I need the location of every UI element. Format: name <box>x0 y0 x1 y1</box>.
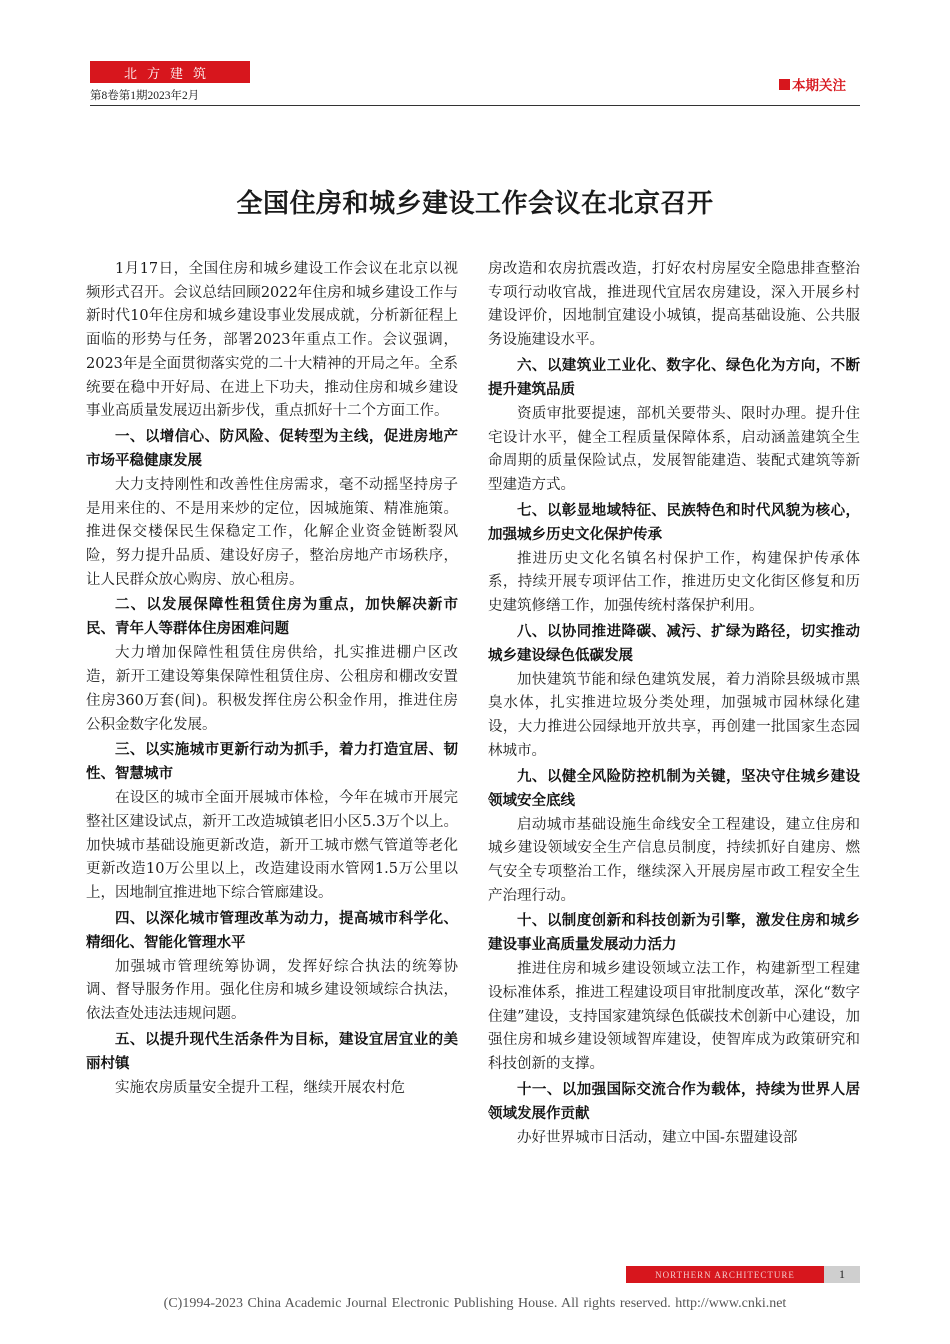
page-number: 1 <box>824 1266 860 1283</box>
paragraph-1: 大力支持刚性和改善性住房需求，毫不动摇坚持房子是用来住的、不是用来炒的定位，因城施策、精准施策。推进保交楼保民生保稳定工作，化解企业资金链断裂风险，努力提升品质、建设好房子，整治房地产市场秩序，让人民群众放心购房、放心租房。 <box>86 476 458 588</box>
paragraph-10: 推进住房和城乡建设领域立法工作，构建新型工程建设标准体系，推进工程建设项目审批制度改革，深化“数字住建”建设，支持国家建筑绿色低碳技术创新中心建设，加强住房和城乡建设领域智库建设，使智库成为政策研究和科技创新的支撑。 <box>488 961 860 1073</box>
paragraph-8: 加快建筑节能和绿色建筑发展，着力消除县级城市黑臭水体，扎实推进垃圾分类处理，加强城市园林绿化建设，大力推进公园绿地开放共享，再创建一批国家生态园林城市。 <box>488 671 860 759</box>
paragraph-3: 在设区的城市全面开展城市体检，今年在城市开展完整社区建设试点，新开工改造城镇老旧小区5.3万个以上。加快城市基础设施更新改造，新开工城市燃气管道等老化更新改造10万公里以上，改造建设雨水管网1.5万公里以上，因地制宜推进地下综合管廊建设。 <box>86 790 458 902</box>
paragraph-11: 办好世界城市日活动，建立中国-东盟建设部 <box>517 1129 798 1146</box>
heading-1: 一、以增信心、防风险、促转型为主线，促进房地产市场平稳健康发展 <box>86 428 458 469</box>
heading-9: 九、以健全风险防控机制为关键，坚决守住城乡建设领域安全底线 <box>488 768 860 809</box>
copyright-line: (C)1994-2023 China Academic Journal Electronic Publishing House. All rights reserved. http://www.cnki.net <box>163 1296 787 1311</box>
issue-line: 第8卷第1期2023年2月 <box>90 87 860 106</box>
footer-bar <box>626 1266 860 1283</box>
paragraph-5-continued: 房改造和农房抗震改造，打好农村房屋安全隐患排查整治专项行动收官战，推进现代宜居农房建设，深入开展乡村建设评价，因地制宜建设小城镇，提高基础设施、公共服务设施建设水平。 <box>488 261 860 349</box>
heading-11: 十一、以加强国际交流合作为载体，持续为世界人居领域发展作贡献 <box>488 1081 860 1122</box>
section-label: 本期关注 <box>792 78 846 94</box>
paragraph-4: 加强城市管理统筹协调，发挥好综合执法的统筹协调、督导服务作用。强化住房和城乡建设领域综合执法，依法查处违法违规问题。 <box>86 958 458 1023</box>
heading-3: 三、以实施城市更新行动为抓手，着力打造宜居、韧性、智慧城市 <box>86 742 458 783</box>
journal-name-banner: 北方建筑 <box>90 61 250 83</box>
right-column <box>488 258 860 1151</box>
heading-5: 五、以提升现代生活条件为目标，建设宜居宜业的美丽村镇 <box>86 1031 458 1072</box>
heading-10: 十、以制度创新和科技创新为引擎，激发住房和城乡建设事业高质量发展动力活力 <box>488 913 860 954</box>
heading-8: 八、以协同推进降碳、减污、扩绿为路径，切实推动城乡建设绿色低碳发展 <box>488 623 860 664</box>
left-column <box>86 258 458 1101</box>
heading-6: 六、以建筑业工业化、数字化、绿色化为方向，不断提升建筑品质 <box>488 357 860 398</box>
heading-2: 二、以发展保障性租赁住房为重点，加快解决新市民、青年人等群体住房困难问题 <box>86 597 458 638</box>
heading-7: 七、以彰显地域特征、民族特色和时代风貌为核心，加强城乡历史文化保护传承 <box>488 502 860 543</box>
paragraph-6: 资质审批要提速，部机关要带头、限时办理。提升住宅设计水平，健全工程质量保障体系，启动涵盖建筑全生命周期的质量保险试点，发展智能建造、装配式建筑等新型建造方式。 <box>488 405 860 493</box>
footer-journal-name: NORTHERN ARCHITECTURE <box>626 1266 824 1283</box>
paragraph-2: 大力增加保障性租赁住房供给，扎实推进棚户区改造，新开工建设筹集保障性租赁住房、公租房和棚改安置住房360万套(间)。积极发挥住房公积金作用，推进住房公积金数字化发展。 <box>86 645 458 733</box>
article-title: 全国住房和城乡建设工作会议在北京召开 <box>236 189 714 219</box>
paragraph-9: 启动城市基础设施生命线安全工程建设，建立住房和城乡建设领域安全生产信息员制度，持续抓好自建房、燃气安全专项整治工作，继续深入开展房屋市政工程安全生产治理行动。 <box>488 816 860 904</box>
paragraph-7: 推进历史文化名镇名村保护工作，构建保护传承体系，持续开展专项评估工作，推进历史文化街区修复和历史建筑修缮工作，加强传统村落保护利用。 <box>488 550 860 615</box>
paragraph-5-start: 实施农房质量安全提升工程，继续开展农村危 <box>115 1079 405 1096</box>
intro-paragraph: 1月17日，全国住房和城乡建设工作会议在北京以视频形式召开。会议总结回顾2022年住房和城乡建设工作与新时代10年住房和城乡建设事业发展成就，分析新征程上面临的形势与任务，部署2023年重点工作。会议强调，2023年是全面贯彻落实党的二十大精神的开局之年。全系统要在稳中开好局、在进上下功夫，推动住房和城乡建设事业高质量发展迈出新步伐，重点抓好十二个方面工作。 <box>86 261 458 420</box>
heading-4: 四、以深化城市管理改革为动力，提高城市科学化、精细化、智能化管理水平 <box>86 910 458 951</box>
